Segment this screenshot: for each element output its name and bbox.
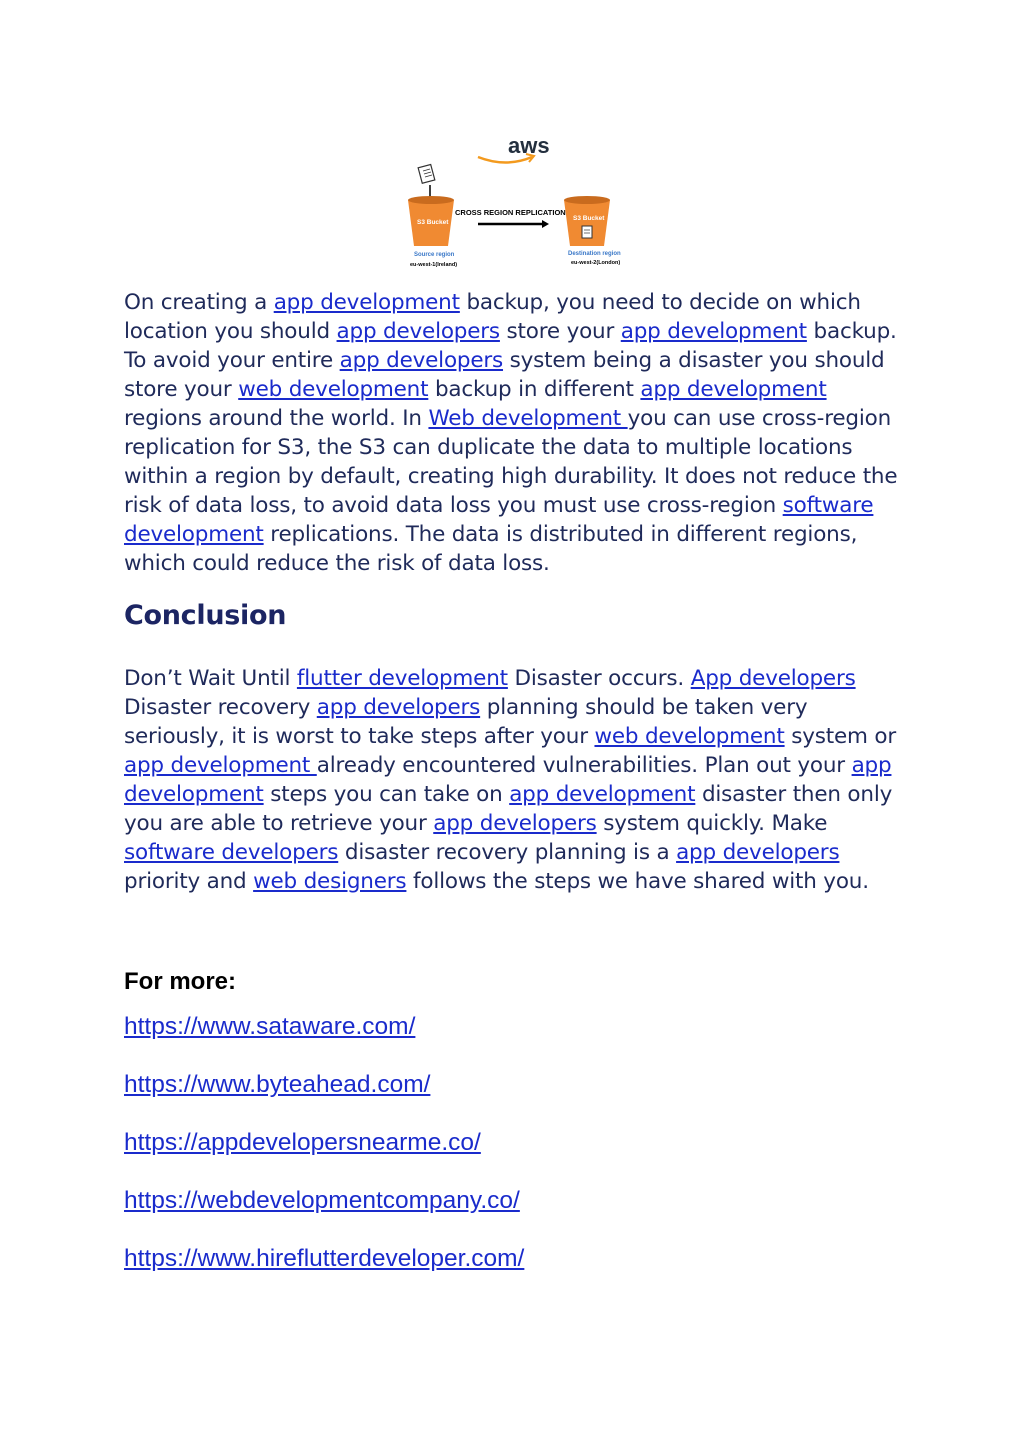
text-span: Don’t Wait Until bbox=[124, 666, 297, 691]
link-app-development[interactable]: app development bbox=[124, 753, 892, 807]
link-software-development[interactable]: software development bbox=[124, 493, 874, 547]
text-span: planning should be taken very seriously, it is worst to take steps after your bbox=[124, 695, 808, 749]
text-span: already encountered vulnerabilities. Plan out your bbox=[316, 753, 852, 778]
list-item bbox=[124, 1245, 524, 1303]
conclusion-heading: Conclusion bbox=[124, 600, 287, 631]
link-flutter-development[interactable]: flutter development bbox=[296, 666, 508, 691]
conclusion-paragraph bbox=[124, 664, 904, 896]
link-web-development[interactable]: web development bbox=[594, 724, 785, 749]
link-app-developers[interactable]: app developers bbox=[316, 695, 481, 720]
list-item bbox=[124, 1129, 524, 1187]
source-region-code: eu-west-1(Ireland) bbox=[410, 262, 458, 268]
url-link-webdevelopmentcompany[interactable]: https://webdevelopmentcompany.co/ bbox=[124, 1187, 520, 1214]
text-span: follows the steps we have shared with you. bbox=[406, 869, 869, 894]
list-item bbox=[124, 1013, 524, 1071]
text-span: priority and bbox=[124, 869, 254, 894]
link-app-developers[interactable]: app developers bbox=[336, 319, 500, 344]
text-span: disaster then only you are able to retrieve your bbox=[124, 782, 893, 836]
url-link-hireflutterdeveloper[interactable]: https://www.hireflutterdeveloper.com/ bbox=[124, 1245, 525, 1272]
text-span: steps you can take on bbox=[263, 782, 510, 807]
link-app-development[interactable]: app development bbox=[124, 753, 317, 778]
text-span: Disaster occurs. bbox=[507, 666, 691, 691]
cross-region-replication-diagram bbox=[398, 128, 648, 278]
link-app-development[interactable]: app development bbox=[509, 782, 696, 807]
link-app-developers[interactable]: app developers bbox=[339, 348, 504, 373]
link-app-development[interactable]: app development bbox=[620, 319, 807, 344]
link-app-developers[interactable]: app developers bbox=[676, 840, 840, 865]
destination-region-label: Destination region bbox=[568, 251, 621, 257]
link-web-development[interactable]: web development bbox=[238, 377, 429, 402]
url-list bbox=[124, 1013, 524, 1303]
link-web-designers[interactable]: web designers bbox=[253, 869, 407, 894]
link-web-development[interactable]: Web development bbox=[428, 406, 628, 431]
destination-bucket-label: S3 Bucket bbox=[573, 215, 605, 222]
aws-logo-text: aws bbox=[508, 133, 550, 158]
text-span: store your bbox=[499, 319, 621, 344]
text-span: On creating a bbox=[124, 290, 274, 315]
source-bucket-label: S3 Bucket bbox=[417, 219, 449, 226]
list-item bbox=[124, 1071, 524, 1129]
text-span: Disaster recovery bbox=[124, 695, 317, 720]
source-region-label: Source region bbox=[414, 252, 455, 258]
text-span: system or bbox=[784, 724, 896, 749]
text-span: replications. The data is distributed in different regions, which could reduce the risk of data loss. bbox=[124, 522, 858, 576]
text-span: disaster recovery planning is a bbox=[338, 840, 677, 865]
url-link-byteahead[interactable]: https://www.byteahead.com/ bbox=[124, 1071, 431, 1098]
text-span: regions around the world. In bbox=[124, 406, 429, 431]
text-span: you can use cross-region replication for S3, the S3 can duplicate the data to multiple locations within a region by default, creating high durability. It does not reduce the risk of data loss, to avoid data loss you must use cross-region bbox=[124, 406, 898, 518]
link-app-developers[interactable]: App developers bbox=[690, 666, 856, 691]
text-span: system being a disaster you should store your bbox=[124, 348, 885, 402]
link-app-developers[interactable]: app developers bbox=[433, 811, 597, 836]
text-span: system quickly. Make bbox=[596, 811, 828, 836]
destination-region-code: eu-west-2(London) bbox=[571, 260, 621, 266]
link-app-development[interactable]: app development bbox=[640, 377, 827, 402]
text-span: backup. To avoid your entire bbox=[124, 319, 897, 373]
url-link-appdevelopersnearme[interactable]: https://appdevelopersnearme.co/ bbox=[124, 1129, 481, 1156]
link-software-developers[interactable]: software developers bbox=[124, 840, 339, 865]
url-link-sataware[interactable]: https://www.sataware.com/ bbox=[124, 1013, 416, 1040]
for-more-label: For more: bbox=[124, 968, 237, 995]
document-icon bbox=[418, 164, 435, 198]
intro-paragraph bbox=[124, 288, 904, 578]
text-span: backup in different bbox=[428, 377, 641, 402]
text-span: backup, you need to decide on which location you should bbox=[124, 290, 861, 344]
link-app-development[interactable]: app development bbox=[273, 290, 460, 315]
list-item bbox=[124, 1187, 524, 1245]
replication-label: CROSS REGION REPLICATION bbox=[455, 208, 566, 217]
